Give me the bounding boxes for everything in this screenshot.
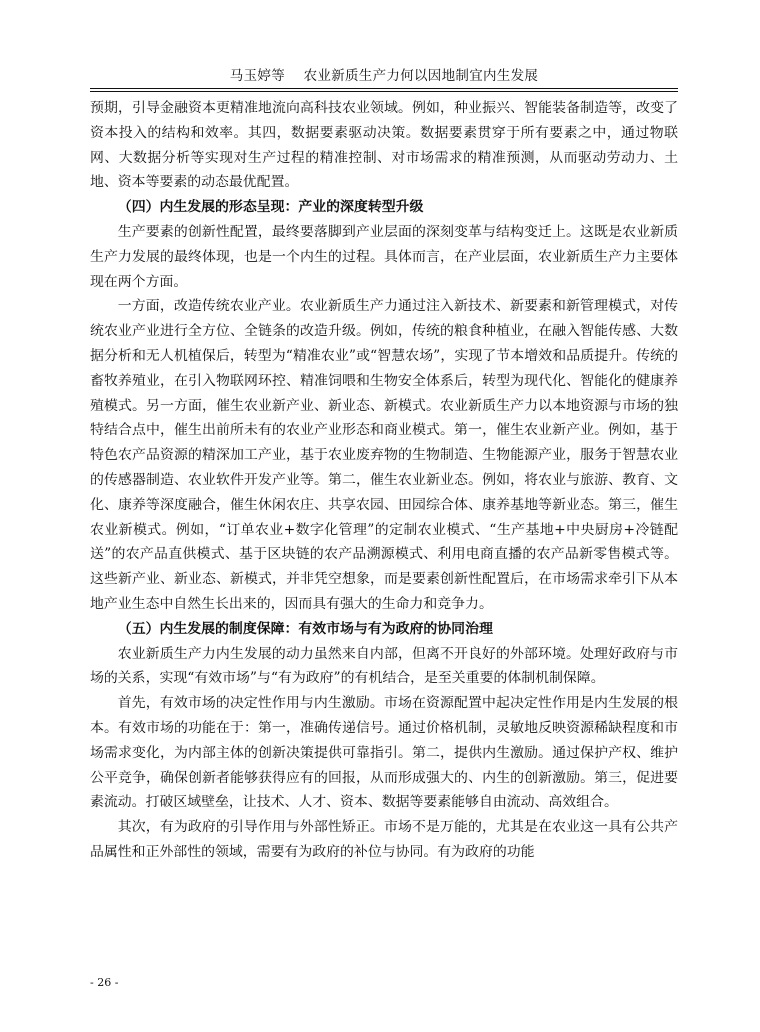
header-rule-thin bbox=[90, 91, 678, 92]
running-header bbox=[90, 64, 678, 84]
paragraph: 生产要素的创新性配置，最终要落脚到产业层面的深刻变革与结构变迁上。这既是农业新质生产力发展的最终体现，也是一个内生的过程。具体而言，在产业层面，农业新质生产力主要体现在两个方面。 bbox=[90, 223, 678, 290]
header-title: 农业新质生产力何以因地制宜内生发展 bbox=[303, 68, 539, 84]
paragraph-continued: 预期，引导金融资本更精准地流向高科技农业领域。例如，种业振兴、智能装备制造等，改变了资本投入的结构和效率。其四，数据要素驱动决策。数据要素贯穿于所有要素之中，通过物联网、大数据分析等实现对生产过程的精准控制、对市场需求的精准预测，从而驱动劳动力、土地、资本等要素的动态最优配置。 bbox=[90, 100, 678, 191]
page-number: - 26 - bbox=[90, 976, 119, 989]
section-heading-5: （五）内生发展的制度保障：有效市场与有为政府的协同治理 bbox=[117, 620, 493, 637]
paragraph: 农业新质生产力内生发展的动力虽然来自内部，但离不开良好的外部环境。处理好政府与市场的关系，实现“有效市场”与“有为政府”的有机结合，是至关重要的体制机制保障。 bbox=[90, 645, 678, 687]
body-text bbox=[90, 96, 678, 865]
header-authors: 马玉婷等 bbox=[229, 68, 285, 84]
paragraph: 首先，有效市场的决定性作用与内生激励。市场在资源配置中起决定性作用是内生发展的根本。有效市场的功能在于：第一，准确传递信号。通过价格机制，灵敏地反映资源稀缺程度和市场需求变化，为内部主体的创新决策提供可靠指引。第二，提供内生激励。通过保护产权、维护公平竞争，确保创新者能够获得应有的回报，从而形成强大的、内生的创新激励。第三，促进要素流动。打破区域壁垒，让技术、人才、资本、数据等要素能够自由流动、高效组合。 bbox=[90, 695, 678, 811]
paragraph: 其次，有为政府的引导作用与外部性矫正。市场不是万能的，尤其是在农业这一具有公共产品属性和正外部性的领域，需要有为政府的补位与协同。有为政府的功能 bbox=[90, 819, 678, 860]
paragraph: 一方面，改造传统农业产业。农业新质生产力通过注入新技术、新要素和新管理模式，对传统农业产业进行全方位、全链条的改造升级。例如，传统的粮食种植业，在融入智能传感、大数据分析和无人机植保后，转型为“精准农业”或“智慧农场”，实现了节本增效和品质提升。传统的畜牧养殖业，在引入物联网环控、精准饲喂和生物安全体系后，转型为现代化、智能化的健康养殖模式。另一方面，催生农业新产业、新业态、新模式。农业新质生产力以本地资源与市场的独特结合点中，催生出前所未有的农业产业形态和商业模式。第一，催生农业新产业。例如，基于特色农产品资源的精深加工产业，基于农业废弃物的生物制造、生物能源产业，服务于智慧农业的传感器制造、农业软件开发产业等。第二，催生农业新业态。例如，将农业与旅游、教育、文化、康养等深度融合，催生休闲农庄、共享农园、田园综合体、康养基地等新业态。第三，催生农业新模式。例如，“订单农业+数字化管理”的定制农业模式、“生产基地+中央厨房+冷链配送”的农产品直供模式、基于区块链的农产品溯源模式、利用电商直播的农产品新零售模式等。这些新产业、新业态、新模式，并非凭空想象，而是要素创新性配置后，在市场需求牵引下从本地产业生态中自然生长出来的，因而具有强大的生命力和竞争力。 bbox=[90, 298, 678, 612]
section-heading-4: （四）内生发展的形态呈现：产业的深度转型升级 bbox=[117, 199, 424, 216]
header-rule-thick bbox=[90, 88, 678, 89]
